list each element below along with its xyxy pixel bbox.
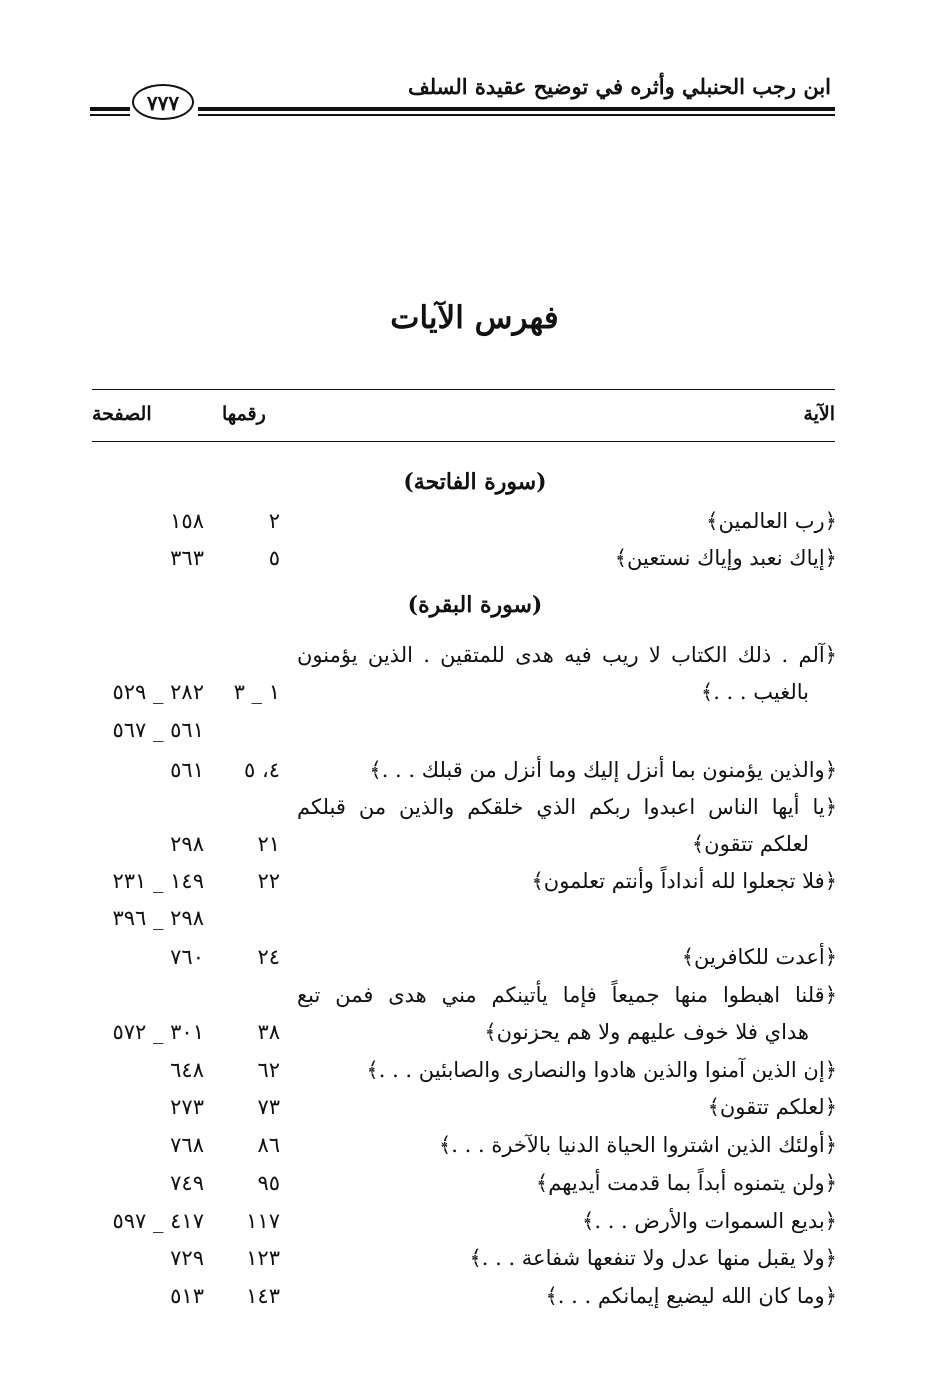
page-ref: ٧٤٩ — [170, 1171, 204, 1195]
ayah-number: ٩٥ — [257, 1171, 280, 1195]
ayah-text: ﴿أولئك الذين اشتروا الحياة الدنيا بالآخرة . . .﴾ — [438, 1133, 837, 1157]
header-rule-left-under — [90, 114, 130, 116]
page-ref: ٢٩٨ _ ٣٩٦ — [112, 906, 204, 930]
ayah-number: ٢٤ — [257, 945, 280, 969]
ayah-text: ﴿يا أيها الناس اعبدوا ربكم الذي خلقكم والذين من قبلكم — [297, 795, 837, 819]
page-ref: ٢٨٢ _ ٥٢٩ — [112, 680, 204, 704]
page-ref: ٥١٣ — [170, 1284, 204, 1308]
ayah-number: ١١٧ — [246, 1209, 280, 1233]
ayah-text: ﴿فلا تجعلوا لله أنداداً وأنتم تعلمون﴾ — [531, 869, 837, 893]
ayah-text: ﴿قلنا اهبطوا منها جميعاً فإما يأتينكم مني هدى فمن تبع — [297, 983, 837, 1007]
table-row — [0, 509, 949, 547]
ayah-number: ٢ — [268, 509, 280, 533]
index-title: فهرس الآيات — [390, 300, 559, 336]
page-ref: ٣٦٣ — [170, 546, 204, 570]
ayah-number: ٣٨ — [257, 1020, 280, 1044]
ayah-text: بالغيب . . .﴾ — [700, 680, 809, 704]
page-ref: ٣٠١ _ ٥٧٢ — [112, 1020, 204, 1044]
table-row — [0, 643, 949, 681]
page-ref: ٤١٧ _ ٥٩٧ — [112, 1209, 204, 1233]
header-rule-left — [90, 107, 130, 111]
surah-heading-fatiha: (سورة الفاتحة) — [403, 469, 547, 495]
column-header-page: الصفحة — [92, 403, 152, 425]
ayah-text: ﴿آلم . ذلك الكتاب لا ريب فيه هدى للمتقين . الذين يؤمنون — [297, 643, 837, 667]
table-top-rule — [92, 389, 835, 390]
ayah-number: ٦٢ — [257, 1058, 280, 1082]
ayah-number: ١ _ ٣ — [233, 680, 280, 704]
table-row — [0, 1246, 949, 1284]
page-ref: ٧٢٩ — [170, 1246, 204, 1270]
table-header-rule — [92, 441, 835, 442]
header-rule-under — [198, 114, 835, 116]
ayah-number: ٢٢ — [257, 869, 280, 893]
ayah-text: ﴿إن الذين آمنوا والذين هادوا والنصارى والصابئين . . .﴾ — [366, 1058, 837, 1082]
header-rule — [198, 107, 835, 111]
table-row — [0, 1095, 949, 1133]
page-ref: ١٥٨ — [170, 509, 204, 533]
table-row — [0, 758, 949, 796]
ayah-text: ﴿والذين يؤمنون بما أنزل إليك وما أنزل من قبلك . . .﴾ — [369, 758, 837, 782]
table-row — [0, 546, 949, 584]
ayah-text: ﴿إياك نعبد وإياك نستعين﴾ — [614, 546, 837, 570]
page-ref: ٢٩٨ — [170, 832, 204, 856]
ayah-number: ٧٣ — [257, 1095, 280, 1119]
ayah-text: ﴿ولن يتمنوه أبداً بما قدمت أيديهم﴾ — [535, 1171, 837, 1195]
ayah-number: ١٤٣ — [246, 1284, 280, 1308]
page-ref: ٢٧٣ — [170, 1095, 204, 1119]
column-header-number: رقمها — [222, 403, 266, 425]
ayah-text: ﴿وما كان الله ليضيع إيمانكم . . .﴾ — [545, 1284, 837, 1308]
ayah-number: ٤، ٥ — [243, 758, 280, 782]
column-header-ayah: الآية — [803, 403, 835, 425]
table-row — [0, 832, 949, 870]
ayah-text: ﴿أعدت للكافرين﴾ — [681, 945, 837, 969]
page-ref: ٥٦١ — [170, 758, 204, 782]
surah-heading-baqara: (سورة البقرة) — [407, 592, 543, 618]
table-row — [0, 680, 949, 718]
table-row — [0, 1020, 949, 1058]
page-ref: ٦٤٨ — [170, 1058, 204, 1082]
page-ref: ٧٦٨ — [170, 1133, 204, 1157]
page-ref: ٧٦٠ — [170, 945, 204, 969]
ayah-text: لعلكم تتقون﴾ — [691, 832, 809, 856]
running-title: ابن رجب الحنبلي وأثره في توضيح عقيدة السلف — [407, 74, 831, 99]
page-number: ٧٧٧ — [132, 84, 194, 120]
ayah-text: ﴿رب العالمين﴾ — [706, 509, 837, 533]
table-row — [0, 1171, 949, 1209]
ayah-text: ﴿لعلكم تتقون﴾ — [707, 1095, 837, 1119]
table-row — [0, 983, 949, 1021]
ayah-text: ﴿ولا يقبل منها عدل ولا تنفعها شفاعة . . .﴾ — [469, 1246, 837, 1270]
table-row — [0, 869, 949, 907]
table-row — [0, 945, 949, 983]
table-row — [0, 1133, 949, 1171]
ayah-text: هداي فلا خوف عليهم ولا هم يحزنون﴾ — [484, 1020, 809, 1044]
ayah-number: ٥ — [268, 546, 280, 570]
ayah-text: ﴿بديع السموات والأرض . . .﴾ — [582, 1209, 837, 1233]
table-row — [0, 1058, 949, 1096]
ayah-number: ٨٦ — [257, 1133, 280, 1157]
page-ref: ٥٦١ _ ٥٦٧ — [112, 718, 204, 742]
table-row — [0, 795, 949, 833]
page-ref: ١٤٩ _ ٢٣١ — [112, 869, 204, 893]
table-row — [0, 1284, 949, 1322]
ayah-number: ٢١ — [257, 832, 280, 856]
table-row — [0, 718, 949, 756]
table-row — [0, 1209, 949, 1247]
ayah-number: ١٢٣ — [246, 1246, 280, 1270]
table-row — [0, 906, 949, 944]
